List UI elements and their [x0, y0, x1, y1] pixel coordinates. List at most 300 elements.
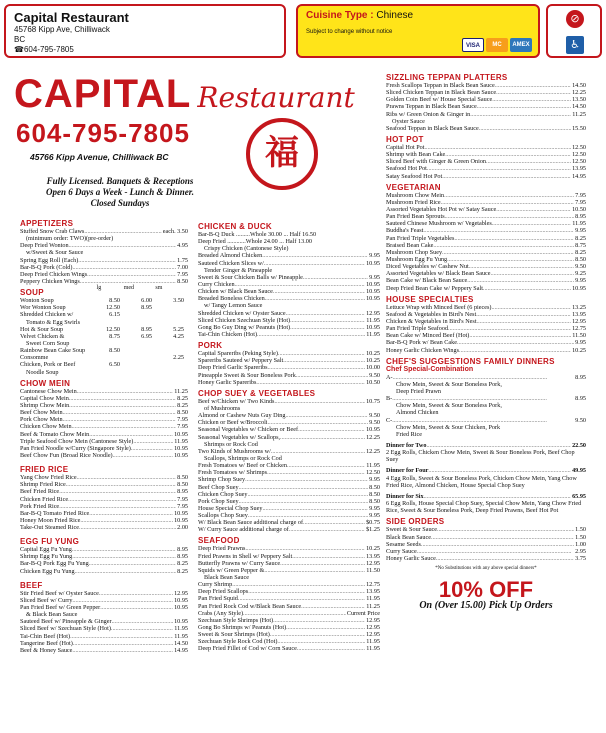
leader-dots	[264, 567, 365, 574]
closed-line: Closed Sundays	[90, 198, 150, 208]
item-price: 7.95	[177, 495, 188, 503]
item-price-med	[120, 340, 152, 347]
menu-item	[20, 347, 188, 354]
leader-dots	[496, 89, 571, 96]
item-name: Beef Chow Mein	[20, 409, 63, 417]
item-name: Stir Fried Beef w/ Oyster Sauce	[20, 589, 99, 597]
item-price: $1.25	[366, 526, 380, 534]
menu-item	[20, 510, 188, 517]
menu-item	[198, 364, 380, 371]
leader-dots	[265, 295, 365, 302]
item-price: 9.95	[369, 512, 380, 520]
leader-dots	[286, 310, 365, 317]
leader-dots	[424, 493, 571, 500]
menu-item	[386, 311, 586, 318]
item-name: Bean Cake w/ Black Bean Sauce	[386, 277, 468, 285]
item-price: 7.95	[575, 191, 586, 199]
leader-dots	[285, 412, 368, 419]
item-name: Bar-B-Q Duck .........Whole 30.00 ... Half 16.50	[198, 231, 317, 238]
menu-item	[386, 325, 586, 332]
item-price: 11.95	[174, 625, 188, 633]
menu-item	[198, 505, 380, 512]
menu-item	[386, 235, 586, 242]
item-price: 7.00	[177, 263, 188, 271]
item-price-lg: 8.50	[109, 297, 120, 305]
item-price: 14.95	[572, 172, 586, 180]
item-price: 13.95	[572, 310, 586, 318]
item-price: 11.50	[366, 566, 380, 574]
item-price: 9.50	[575, 263, 586, 271]
item-name: Deep Fried Wonton	[20, 242, 69, 250]
menu-item	[198, 419, 380, 426]
leader-dots	[448, 325, 571, 332]
item-price: 2.00	[177, 524, 188, 532]
leader-dots	[495, 82, 571, 89]
item-name: Pork Chow Mein	[20, 416, 63, 424]
menu-item	[198, 331, 380, 338]
leader-dots	[421, 541, 574, 548]
hot-pot-list	[386, 144, 586, 180]
leader-dots	[290, 324, 365, 331]
menu-item	[386, 555, 586, 562]
menu-item	[20, 604, 188, 611]
item-name: Stuffed Snow Crab Claws	[20, 228, 85, 235]
dinner-label: Dinner for Six	[386, 492, 424, 500]
item-name: Crabs (Any Style)	[198, 609, 244, 617]
menu-item	[198, 526, 380, 533]
leader-dots	[426, 442, 571, 449]
item-price: 9.95	[369, 476, 380, 484]
item-price: 12.75	[366, 581, 380, 589]
item-price: 10.50	[572, 205, 586, 213]
item-name: Sauteed Chinese Mushroom w/ Vegetables	[386, 220, 492, 228]
menu-item	[20, 423, 188, 430]
menu-item	[198, 274, 380, 281]
item-price: 12.25	[366, 447, 380, 455]
item-name: Bean Cake w/ Minced Beef (Hot)	[386, 332, 470, 340]
menu-item	[198, 357, 380, 364]
item-name: Beef w/Chicken w/ Two Kinds	[198, 397, 275, 405]
leader-dots	[303, 274, 368, 281]
leader-dots	[72, 553, 176, 560]
menu-item	[20, 496, 188, 503]
leader-dots	[441, 199, 575, 206]
leader-dots	[262, 252, 368, 259]
item-price: 12.95	[366, 559, 380, 567]
item-price: 10.25	[366, 350, 380, 358]
menu-item	[198, 603, 380, 610]
soup-list	[20, 297, 188, 376]
cuisine-box	[296, 4, 540, 58]
item-price: 10.50	[366, 378, 380, 386]
item-price: 10.25	[572, 346, 586, 354]
leader-dots	[483, 285, 571, 292]
menu-item	[386, 227, 586, 234]
leader-dots	[292, 553, 365, 560]
combo-list	[386, 374, 586, 438]
item-name: Almond or Cashew Nuts Guy Ding	[198, 412, 286, 420]
menu-item	[386, 339, 586, 346]
item-price: 9.95	[369, 504, 380, 512]
leader-dots	[63, 409, 177, 416]
combo-item	[386, 417, 586, 424]
menu-item	[386, 125, 586, 132]
item-name: Velvet Chicken &	[20, 332, 65, 340]
menu-item	[386, 277, 586, 284]
menu-item	[386, 192, 586, 199]
visa-icon: VISA	[462, 38, 484, 52]
side-list	[386, 526, 586, 562]
leader-dots	[427, 165, 571, 172]
leader-dots	[248, 491, 369, 498]
item-price-lg: 8.75	[109, 332, 120, 340]
leader-dots	[68, 496, 176, 503]
substitution-note: *No Substitutions with any above special dinners*	[435, 566, 537, 572]
item-price: 8.50	[177, 474, 188, 482]
leader-dots	[470, 111, 571, 118]
item-price-sm: 3.50	[173, 297, 184, 305]
menu-item	[198, 317, 380, 324]
item-price: 9.50	[369, 419, 380, 427]
item-name: Pork Fried Rice	[20, 502, 60, 510]
menu-item	[198, 638, 380, 645]
item-price: 8.95	[177, 553, 188, 561]
item-name: Hot & Sour Soup	[20, 325, 64, 333]
item-name: Fried Prawns in Shell w/ Peppery Salt	[198, 552, 293, 560]
section-subtitle: Chef Special-Combination	[386, 365, 474, 373]
item-name: Szechuan Style Shrimps (Hot)	[198, 616, 274, 624]
item-name: Pan Fried Beef w/ Green Pepper	[20, 604, 101, 612]
menu-item	[198, 624, 380, 631]
menu-item	[198, 288, 380, 295]
item-name: Deep Fried Scallops	[198, 588, 249, 596]
item-price-med	[120, 361, 152, 368]
leader-dots	[59, 488, 176, 495]
section-title: EGG FU YUNG	[20, 537, 80, 547]
menu-item	[20, 488, 188, 495]
item-price: 8.25	[177, 567, 188, 575]
menu-item	[386, 242, 586, 249]
item-name: Curry Shrimp	[198, 581, 233, 589]
chow-mein-list	[20, 388, 188, 459]
discount-headline: 10% OFF	[438, 577, 534, 603]
item-name: Gong Bo Shrimps w/ Peanuts (Hot)	[198, 624, 287, 632]
menu-item	[20, 503, 188, 510]
leader-dots	[268, 419, 369, 426]
item-name: Lettuce Wrap with Minced Beef (6 pieces)	[386, 303, 492, 311]
item-price: 10.95	[366, 280, 380, 288]
leader-dots	[303, 519, 365, 526]
item-name: Scallops Chop Suey	[198, 512, 248, 520]
menu-item	[386, 151, 586, 158]
menu-item	[198, 267, 380, 274]
menu-item	[198, 398, 380, 405]
section-title: SIDE ORDERS	[386, 517, 445, 527]
item-price: 8.25	[177, 394, 188, 402]
leader-dots	[280, 434, 365, 441]
section-title: SEAFOOD	[198, 536, 240, 546]
item-name: Buddha's Feast	[386, 227, 424, 235]
menu-item	[198, 350, 380, 357]
item-price: 15.50	[572, 124, 586, 132]
item-price: 8.50	[177, 277, 188, 285]
leader-dots	[69, 402, 176, 409]
item-price: 14.50	[572, 82, 586, 89]
leader-dots	[70, 633, 173, 640]
menu-item	[198, 484, 380, 491]
menu-item	[20, 481, 188, 488]
item-name: Tangerine Beef (Hot)	[20, 639, 73, 647]
item-name: Pan Fried Squid	[198, 595, 238, 603]
combo-item	[386, 395, 586, 402]
leader-dots	[283, 357, 365, 364]
leader-dots	[245, 476, 368, 483]
item-price-lg: 12.50	[106, 304, 120, 312]
item-price: 11.95	[366, 316, 380, 324]
menu-item	[20, 257, 188, 264]
item-price: 3.75	[575, 554, 586, 562]
menu-item	[198, 545, 380, 552]
item-name: (minimum order: TWO)(pre-order)	[26, 235, 114, 243]
menu-item	[20, 524, 188, 531]
item-price: 7.95	[177, 502, 188, 510]
combo-label: B-	[386, 395, 393, 403]
menu-item	[20, 333, 188, 340]
discount-sub: On (Over 15.00) Pick Up Orders	[419, 600, 553, 612]
item-price: 8.95	[575, 213, 586, 221]
menu-item	[386, 256, 586, 263]
teppan-list	[386, 82, 586, 132]
leader-dots	[77, 388, 174, 395]
menu-item	[198, 455, 380, 462]
leader-dots	[87, 271, 176, 278]
item-name: Honey Garlic Chicken Wings	[386, 346, 460, 354]
item-price: 12.50	[572, 143, 586, 151]
item-name: Pork Chop Suey	[198, 497, 239, 505]
item-price: 11.95	[366, 645, 380, 653]
dinner-item	[386, 493, 586, 500]
item-name: Honey Moon Fried Rice	[20, 516, 81, 524]
item-name: Chicken Chow Mein	[20, 423, 72, 431]
leader-dots	[264, 260, 365, 267]
item-name: Seafood Hot Pot	[386, 165, 427, 173]
menu-item	[198, 281, 380, 288]
item-price: 11.50	[572, 332, 586, 340]
soup-size-label: sm	[155, 285, 163, 292]
soup-size-label: lg	[96, 285, 102, 292]
menu-item	[20, 395, 188, 402]
item-name: Gong Bo Guy Ding w/ Peanuts (Hot)	[198, 323, 291, 331]
leader-dots	[72, 264, 176, 271]
item-name: Take-Out Steamed Rice	[20, 524, 80, 532]
item-name: Black Bean Sauce	[204, 574, 250, 582]
item-name: Shredded Chicken w/	[20, 311, 74, 319]
menu-item	[198, 405, 380, 412]
menu-item	[20, 340, 188, 347]
leader-dots	[277, 638, 365, 645]
leader-dots	[445, 151, 571, 158]
leader-dots	[431, 534, 574, 541]
menu-item	[20, 304, 188, 311]
leader-dots	[437, 526, 574, 533]
menu-item	[198, 252, 380, 259]
item-price-med: 6.95	[141, 332, 152, 340]
item-name: Chicken Fried Rice	[20, 495, 69, 503]
menu-item	[386, 96, 586, 103]
dinner-price: 22.50	[572, 442, 586, 449]
item-name: Shrimp Egg Fu Yung	[20, 553, 73, 561]
leader-dots	[73, 640, 173, 647]
menu-item	[198, 260, 380, 267]
leader-dots	[286, 624, 365, 631]
item-price-lg	[88, 319, 120, 326]
item-name: Seasonal Vegetables w/ Scallops,	[198, 433, 281, 441]
item-name: Fresh Scallops Teppan in Black Bean Sauce	[386, 82, 495, 89]
leader-dots	[444, 192, 574, 199]
item-name: Sauteed Chicken Slices w/	[198, 259, 264, 267]
item-name: Chicken, Pork or Beef	[20, 361, 76, 369]
menu-item	[198, 310, 380, 317]
menu-item	[20, 388, 188, 395]
item-price: 9.95	[575, 227, 586, 235]
item-price-med: 8.95	[141, 325, 152, 333]
item-name: Sliced Beef w/ Curry	[20, 596, 73, 604]
menu-item	[198, 631, 380, 638]
hours-info	[20, 176, 220, 209]
item-price: 8.95	[177, 488, 188, 496]
menu-column-1	[20, 216, 188, 654]
item-price: 2.95	[575, 547, 586, 555]
item-name: Braised Bean Cake	[386, 241, 434, 249]
leader-dots	[66, 481, 176, 488]
item-price: 10.95	[572, 284, 586, 292]
menu-item	[198, 324, 380, 331]
item-name: Deep Fried ............Whole 24.00 ... Half 13.00	[198, 238, 312, 246]
item-price: 13.25	[572, 303, 586, 311]
leader-dots	[273, 617, 365, 624]
leader-dots	[273, 288, 365, 295]
combo-item	[386, 374, 586, 381]
item-name: Sweet Corn Soup	[26, 339, 70, 347]
leader-dots	[72, 597, 173, 604]
item-price: 11.25	[366, 602, 380, 610]
item-name: Sliced Beef with Ginger & Green Onion	[386, 158, 487, 166]
leader-dots	[100, 604, 173, 611]
menu-column-3	[386, 70, 586, 612]
menu-item	[198, 560, 380, 567]
item-name: Peppery Chicken Wings	[20, 277, 80, 285]
menu-item	[386, 165, 586, 172]
item-name: Chicken or Beef w/Broccoli	[198, 419, 268, 427]
chinese-seal-icon: 福	[246, 118, 318, 190]
item-name: Beef & Tomato Chow Mein	[20, 430, 90, 438]
leader-dots	[492, 96, 571, 103]
leader-dots	[428, 467, 571, 474]
dinner-price: 49.95	[572, 467, 586, 475]
item-name: Capital Egg Fu Yung	[20, 546, 72, 554]
item-price: 13.95	[572, 165, 586, 173]
leader-dots	[99, 590, 173, 597]
item-price: 13.50	[572, 96, 586, 104]
item-name: Shrimp Fried Rice	[20, 481, 66, 489]
leader-dots	[296, 372, 368, 379]
item-name: Mushroom Chow Mein	[386, 191, 445, 199]
item-name: Spring Egg Roll (Each)	[20, 256, 79, 264]
fried-rice-list	[20, 474, 188, 531]
menu-item	[20, 438, 188, 445]
restaurant-address: 45768 Kipp Ave, Chilliwack	[14, 25, 110, 34]
section-title: CHICKEN & DUCK	[198, 222, 272, 231]
logo-restaurant: Restaurant	[197, 81, 355, 114]
menu-item	[198, 245, 380, 252]
menu-item	[386, 144, 586, 151]
restaurant-phone[interactable]: ☎ 604-795-7805	[14, 45, 276, 55]
item-name: Tai-Chin Chicken (Hot)	[198, 330, 258, 338]
menu-item	[386, 158, 586, 165]
house-list	[386, 304, 586, 354]
menu-item	[20, 633, 188, 640]
item-price: each. 3.50	[162, 228, 188, 235]
item-price: 10.95	[366, 259, 380, 267]
menu-item	[198, 426, 380, 433]
item-name: Pan Fried Noodle w/Curry (Singapore Style)	[20, 444, 131, 452]
dinner-label: Dinner for Four	[386, 467, 429, 475]
menu-item	[386, 111, 586, 118]
item-name: Yang Chow Fried Rice	[20, 474, 77, 482]
restaurant-name: Capital Restaurant	[14, 10, 129, 25]
item-name: Pan Fried Rock Cod w/Black Bean Sauce	[198, 602, 302, 610]
item-price: 9.95	[369, 273, 380, 281]
menu-item	[20, 452, 188, 459]
item-name: Bar-B-Q Pork Egg Fu Yung	[20, 560, 89, 568]
item-name: Beef Fried Rice	[20, 488, 60, 496]
leader-dots	[75, 568, 177, 575]
item-name: Sweet & Sour Chicken Balls w/ Pineapple	[198, 273, 303, 281]
leader-dots	[69, 242, 177, 249]
item-name: Chicken & Vegetables in Bird's Nest	[386, 317, 477, 325]
menu-item	[20, 445, 188, 452]
item-name: Tender Ginger & Pineapple	[204, 266, 273, 274]
item-price: 9.95	[575, 339, 586, 347]
menu-item	[198, 302, 380, 309]
leader-dots	[425, 144, 572, 151]
item-name: Breaded Boneless Chicken	[198, 295, 265, 303]
item-name: Cantonese Chow Mein	[20, 387, 77, 395]
menu-item	[198, 553, 380, 560]
item-name: Wor Wonton Soup	[20, 304, 66, 312]
item-price-med	[120, 347, 152, 354]
menu-item	[198, 512, 380, 519]
item-price-sm	[152, 347, 184, 354]
item-price: 10.95	[174, 430, 188, 438]
item-name: w/Sweet & Sour Sauce	[26, 249, 84, 257]
menu-item	[386, 118, 586, 125]
soup-size-label: med	[123, 285, 135, 292]
menu-item	[20, 297, 188, 304]
menu-item	[198, 379, 380, 386]
item-price: 9.95	[369, 252, 380, 260]
seafood-list	[198, 545, 380, 652]
item-name: Triple Seafood Chow Mein (Cantonese Style)	[20, 437, 134, 445]
section-title: SOUP	[20, 288, 44, 298]
leader-dots	[496, 206, 571, 213]
item-price: 8.50	[575, 255, 586, 263]
item-price: 10.95	[174, 516, 188, 524]
item-price: 10.95	[174, 618, 188, 626]
menu-item	[386, 263, 586, 270]
item-price: 11.95	[174, 632, 188, 640]
item-name: Mushroom Egg Fu Yung	[386, 255, 448, 263]
